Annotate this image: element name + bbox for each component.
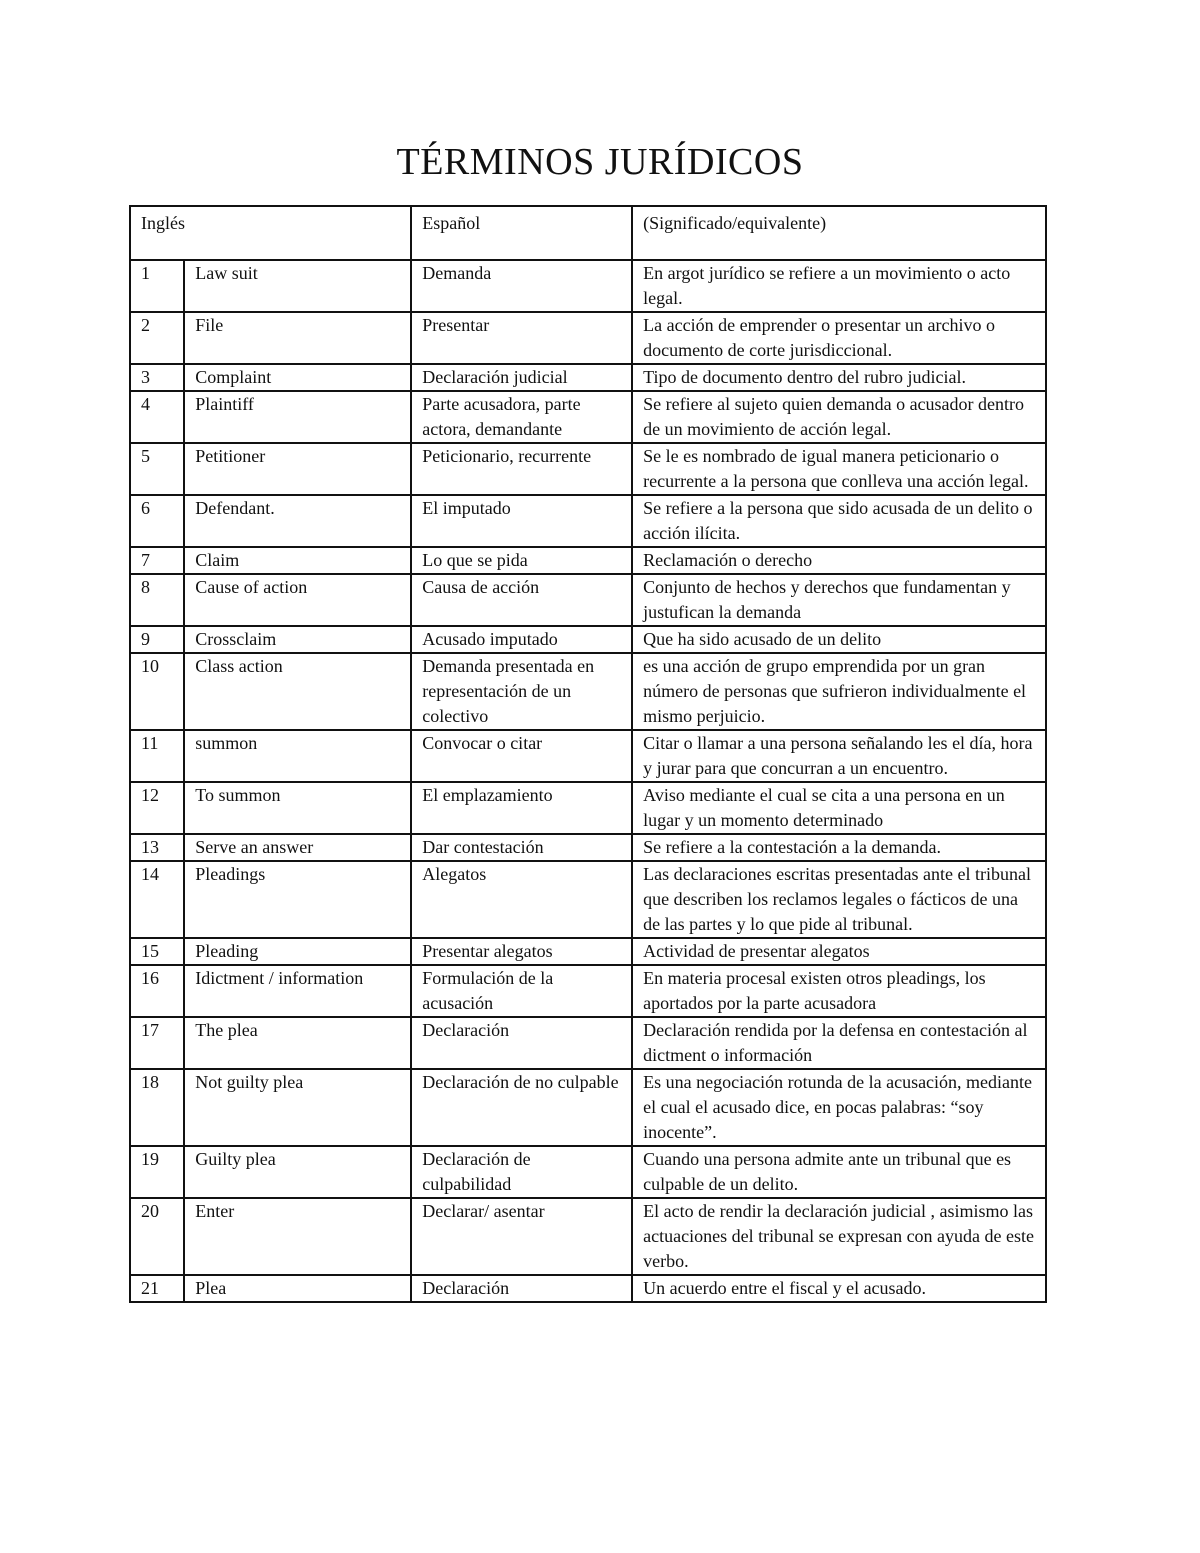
- term-english: Petitioner: [184, 443, 411, 495]
- term-english: Cause of action: [184, 574, 411, 626]
- row-number: 12: [130, 782, 184, 834]
- term-spanish: Declaración: [411, 1017, 632, 1069]
- row-number: 2: [130, 312, 184, 364]
- term-spanish: Peticionario, recurrente: [411, 443, 632, 495]
- row-number: 9: [130, 626, 184, 653]
- term-spanish: El imputado: [411, 495, 632, 547]
- term-spanish: Dar contestación: [411, 834, 632, 861]
- term-meaning: El acto de rendir la declaración judicial , asimismo las actuaciones del tribunal se expresan con ayuda de este verbo.: [632, 1198, 1046, 1275]
- table-row: [130, 443, 1046, 495]
- row-number: 16: [130, 965, 184, 1017]
- header-spanish: Español: [411, 206, 632, 260]
- table-row: [130, 364, 1046, 391]
- term-meaning: En argot jurídico se refiere a un movimiento o acto legal.: [632, 260, 1046, 312]
- term-meaning: Citar o llamar a una persona señalando les el día, hora y jurar para que concurran a un encuentro.: [632, 730, 1046, 782]
- term-english: summon: [184, 730, 411, 782]
- term-spanish: El emplazamiento: [411, 782, 632, 834]
- row-number: 7: [130, 547, 184, 574]
- row-number: 17: [130, 1017, 184, 1069]
- term-english: Class action: [184, 653, 411, 730]
- table-row: [130, 653, 1046, 730]
- term-spanish: Formulación de la acusación: [411, 965, 632, 1017]
- term-english: Pleading: [184, 938, 411, 965]
- term-spanish: Alegatos: [411, 861, 632, 938]
- term-meaning: Se le es nombrado de igual manera peticionario o recurrente a la persona que conlleva una acción legal.: [632, 443, 1046, 495]
- row-number: 3: [130, 364, 184, 391]
- row-number: 18: [130, 1069, 184, 1146]
- term-meaning: Un acuerdo entre el fiscal y el acusado.: [632, 1275, 1046, 1302]
- term-english: Complaint: [184, 364, 411, 391]
- term-english: Pleadings: [184, 861, 411, 938]
- row-number: 13: [130, 834, 184, 861]
- term-english: Plaintiff: [184, 391, 411, 443]
- term-english: Law suit: [184, 260, 411, 312]
- table-row: [130, 861, 1046, 938]
- terms-table: [129, 205, 1047, 1303]
- term-meaning: Cuando una persona admite ante un tribunal que es culpable de un delito.: [632, 1146, 1046, 1198]
- row-number: 5: [130, 443, 184, 495]
- table-row: [130, 626, 1046, 653]
- term-spanish: Declaración de no culpable: [411, 1069, 632, 1146]
- term-english: Idictment / information: [184, 965, 411, 1017]
- term-english: Serve an answer: [184, 834, 411, 861]
- term-english: Crossclaim: [184, 626, 411, 653]
- table-row: [130, 834, 1046, 861]
- term-english: File: [184, 312, 411, 364]
- term-spanish: Declaración: [411, 1275, 632, 1302]
- term-spanish: Demanda presentada en representación de un colectivo: [411, 653, 632, 730]
- term-english: To summon: [184, 782, 411, 834]
- term-meaning: Se refiere al sujeto quien demanda o acusador dentro de un movimiento de acción legal.: [632, 391, 1046, 443]
- header-meaning: (Significado/equivalente): [632, 206, 1046, 260]
- table-row: [130, 730, 1046, 782]
- header-english: Inglés: [130, 206, 411, 260]
- term-meaning: En materia procesal existen otros pleadings, los aportados por la parte acusadora: [632, 965, 1046, 1017]
- term-meaning: La acción de emprender o presentar un archivo o documento de corte jurisdiccional.: [632, 312, 1046, 364]
- term-spanish: Convocar o citar: [411, 730, 632, 782]
- term-meaning: Que ha sido acusado de un delito: [632, 626, 1046, 653]
- term-meaning: Se refiere a la persona que sido acusada de un delito o acción ilícita.: [632, 495, 1046, 547]
- term-meaning: Aviso mediante el cual se cita a una persona en un lugar y un momento determinado: [632, 782, 1046, 834]
- term-meaning: Actividad de presentar alegatos: [632, 938, 1046, 965]
- table-row: [130, 938, 1046, 965]
- row-number: 20: [130, 1198, 184, 1275]
- term-spanish: Declarar/ asentar: [411, 1198, 632, 1275]
- table-row: [130, 1275, 1046, 1302]
- table-row: [130, 965, 1046, 1017]
- table-row: [130, 391, 1046, 443]
- term-english: Not guilty plea: [184, 1069, 411, 1146]
- table-row: [130, 1198, 1046, 1275]
- term-meaning: Conjunto de hechos y derechos que fundamentan y justufican la demanda: [632, 574, 1046, 626]
- term-spanish: Acusado imputado: [411, 626, 632, 653]
- term-spanish: Causa de acción: [411, 574, 632, 626]
- row-number: 8: [130, 574, 184, 626]
- table-row: [130, 495, 1046, 547]
- row-number: 15: [130, 938, 184, 965]
- term-meaning: Declaración rendida por la defensa en contestación al dictment o información: [632, 1017, 1046, 1069]
- row-number: 6: [130, 495, 184, 547]
- row-number: 14: [130, 861, 184, 938]
- table-row: [130, 260, 1046, 312]
- row-number: 4: [130, 391, 184, 443]
- row-number: 21: [130, 1275, 184, 1302]
- page-title: TÉRMINOS JURÍDICOS: [396, 141, 804, 183]
- term-spanish: Declaración judicial: [411, 364, 632, 391]
- table-row: [130, 547, 1046, 574]
- terms-table-body: [130, 206, 1046, 1302]
- table-row: [130, 1017, 1046, 1069]
- term-meaning: Se refiere a la contestación a la demanda.: [632, 834, 1046, 861]
- term-spanish: Presentar: [411, 312, 632, 364]
- row-number: 19: [130, 1146, 184, 1198]
- table-row: [130, 1146, 1046, 1198]
- term-meaning: Las declaraciones escritas presentadas ante el tribunal que describen los reclamos legales o fácticos de una de las partes y lo que pide al tribunal.: [632, 861, 1046, 938]
- term-english: Claim: [184, 547, 411, 574]
- row-number: 1: [130, 260, 184, 312]
- table-row: [130, 1069, 1046, 1146]
- term-spanish: Presentar alegatos: [411, 938, 632, 965]
- term-spanish: Parte acusadora, parte actora, demandante: [411, 391, 632, 443]
- term-english: Plea: [184, 1275, 411, 1302]
- table-header-row: [130, 206, 1046, 260]
- table-row: [130, 312, 1046, 364]
- term-spanish: Lo que se pida: [411, 547, 632, 574]
- table-row: [130, 782, 1046, 834]
- term-english: Enter: [184, 1198, 411, 1275]
- table-row: [130, 574, 1046, 626]
- term-english: Defendant.: [184, 495, 411, 547]
- term-meaning: es una acción de grupo emprendida por un gran número de personas que sufrieron individualmente el mismo perjuicio.: [632, 653, 1046, 730]
- term-spanish: Declaración de culpabilidad: [411, 1146, 632, 1198]
- term-english: Guilty plea: [184, 1146, 411, 1198]
- term-meaning: Reclamación o derecho: [632, 547, 1046, 574]
- term-spanish: Demanda: [411, 260, 632, 312]
- term-english: The plea: [184, 1017, 411, 1069]
- row-number: 11: [130, 730, 184, 782]
- term-meaning: Tipo de documento dentro del rubro judicial.: [632, 364, 1046, 391]
- term-meaning: Es una negociación rotunda de la acusación, mediante el cual el acusado dice, en pocas palabras: “soy inocente”.: [632, 1069, 1046, 1146]
- row-number: 10: [130, 653, 184, 730]
